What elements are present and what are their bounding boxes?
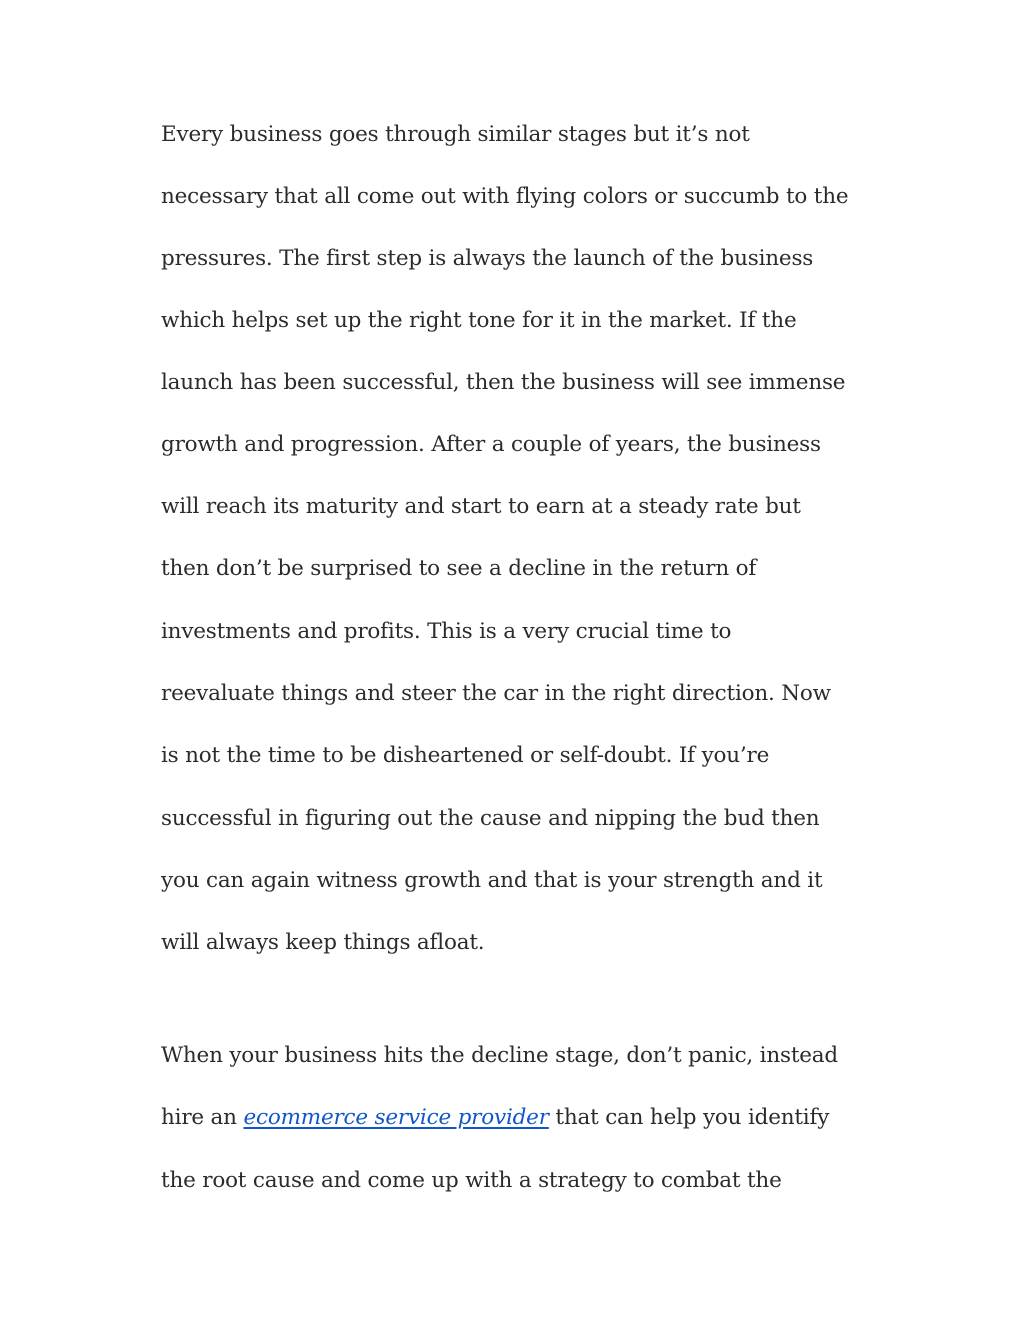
line-text-before-link: hire an bbox=[161, 1105, 244, 1130]
paragraph-line: then don’t be surprised to see a decline in the return of bbox=[161, 556, 757, 581]
paragraph-line: necessary that all come out with flying colors or succumb to the bbox=[161, 184, 849, 209]
paragraph-line: growth and progression. After a couple of years, the business bbox=[161, 432, 821, 457]
paragraph-line: will always keep things afloat. bbox=[161, 930, 485, 955]
paragraph-line: the root cause and come up with a strategy to combat the bbox=[161, 1168, 782, 1193]
line-text-after-link: that can help you identify bbox=[548, 1105, 830, 1130]
paragraph-line: successful in figuring out the cause and nipping the bud then bbox=[161, 806, 820, 831]
paragraph-line: investments and profits. This is a very crucial time to bbox=[161, 619, 732, 644]
paragraph-line-with-link bbox=[161, 1103, 829, 1133]
paragraph-line: you can again witness growth and that is your strength and it bbox=[161, 868, 823, 893]
paragraph-line: When your business hits the decline stage, don’t panic, instead bbox=[161, 1043, 838, 1068]
paragraph-line: Every business goes through similar stages but it’s not bbox=[161, 122, 750, 147]
paragraph-line: which helps set up the right tone for it in the market. If the bbox=[161, 308, 797, 333]
paragraph-line: pressures. The first step is always the launch of the business bbox=[161, 246, 814, 271]
paragraph-line: is not the time to be disheartened or self-doubt. If you’re bbox=[161, 743, 770, 768]
paragraph-line: reevaluate things and steer the car in the right direction. Now bbox=[161, 681, 831, 706]
ecommerce-service-provider-link[interactable]: ecommerce service provider bbox=[243, 1105, 549, 1130]
paragraph-line: launch has been successful, then the business will see immense bbox=[161, 370, 846, 395]
paragraph-line: will reach its maturity and start to earn at a steady rate but bbox=[161, 494, 801, 519]
